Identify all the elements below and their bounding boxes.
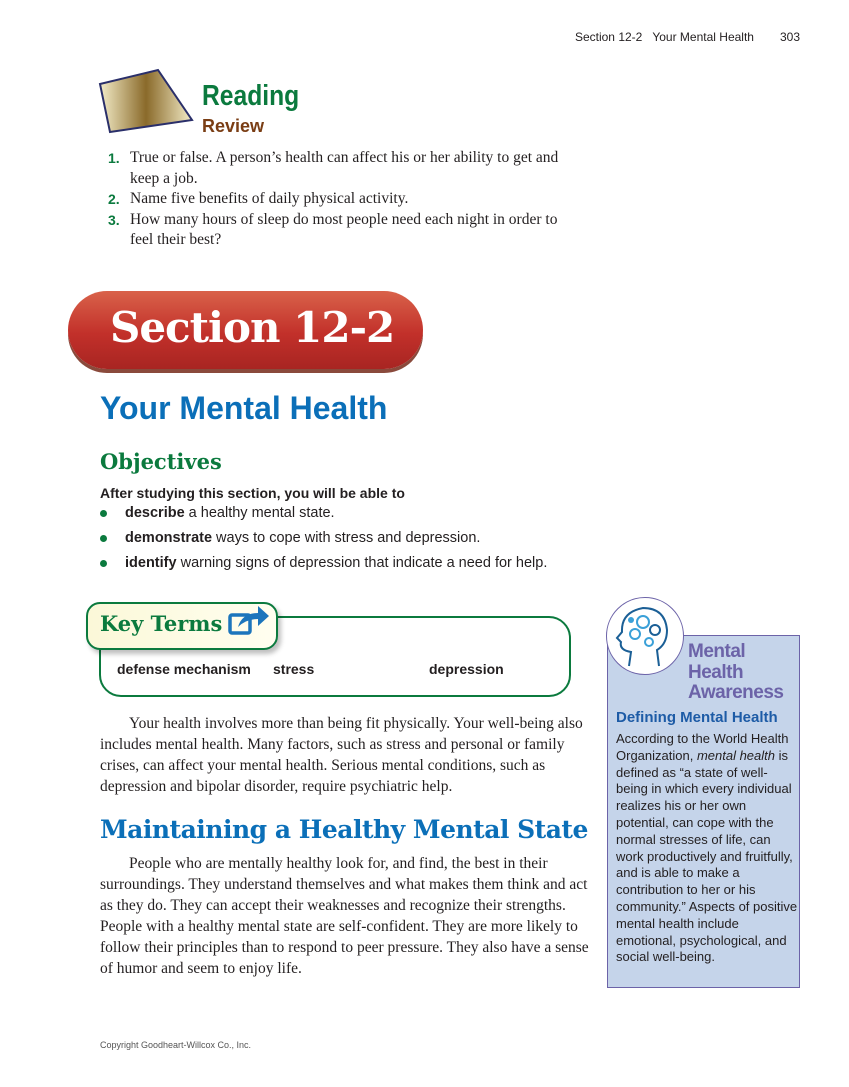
- objective-verb: demonstrate: [125, 530, 213, 546]
- objective-text: a healthy mental state.: [184, 505, 335, 521]
- objective-verb: identify: [125, 555, 177, 571]
- objective-text: ways to cope with stress and depression.: [212, 530, 481, 546]
- reading-review-title: Reading: [202, 80, 300, 112]
- sidebar-body: [616, 731, 798, 966]
- question-number: 2.: [108, 191, 120, 207]
- header-section: Section 12-2: [574, 30, 643, 44]
- sidebar-title: [688, 642, 784, 704]
- review-questions: [108, 148, 578, 251]
- header-title: Your Mental Health: [652, 30, 754, 44]
- sidebar-title-line: Mental: [688, 641, 746, 662]
- copyright: Copyright Goodheart-Willcox Co., Inc.: [100, 1040, 252, 1050]
- sidebar-text: is defined as “a state of well-being in which every individual realizes his or her own potential, can cope with the normal stresses of life, can work productively and fruitfully, and is able to make a contribution to her or his community.” Aspects of positive mental health include emotional, psychological, and social well-being.: [616, 747, 798, 965]
- running-head: [565, 30, 800, 44]
- page-number: 303: [779, 30, 800, 44]
- section-banner-text: Section 12-2: [110, 303, 395, 352]
- head-gears-icon: [606, 597, 684, 675]
- key-term[interactable]: stress: [273, 661, 315, 677]
- objectives-title: Objectives: [100, 449, 222, 474]
- review-question: [108, 148, 578, 189]
- body-paragraph: People who are mentally healthy look for, and find, the best in their surroundings. They understand themselves and what makes them think and act as they do. They can accept their weaknesses and recognize their strengths. People with a healthy mental state are self-confident. They are more likely to follow their principles than to respond to peer pressure. They also have a sense of humor and seem to enjoy life.: [100, 855, 589, 977]
- sidebar-text: According to the World Health Organization,: [616, 731, 789, 763]
- objective-item: [100, 505, 335, 521]
- objective-text: warning signs of depression that indicate a need for help.: [176, 555, 548, 571]
- question-text: True or false. A person’s health can affect his or her ability to get and keep a job.: [130, 149, 559, 187]
- question-number: 1.: [108, 150, 120, 166]
- intro-paragraph: Your health involves more than being fit physically. Your well-being also includes mental health. Many factors, such as stress and personal or family crises, can affect your mental health. Serious mental conditions, such as depression and bipolar disorder, require psychiatric help.: [100, 715, 583, 795]
- review-question: [108, 189, 578, 210]
- sidebar-title-line: Health: [688, 661, 744, 683]
- section-title: Your Mental Health: [100, 390, 388, 426]
- reading-review-subtitle: Review: [202, 116, 265, 136]
- objective-item: [100, 530, 480, 546]
- review-question: [108, 210, 578, 251]
- key-term[interactable]: depression: [429, 661, 504, 677]
- question-number: 3.: [108, 211, 120, 228]
- key-terms-label: Key Terms: [100, 611, 223, 636]
- external-link-icon[interactable]: [228, 603, 270, 637]
- objectives-lead: After studying this section, you will be able to: [100, 485, 405, 501]
- key-term[interactable]: defense mechanism: [117, 661, 251, 677]
- bullet-icon: [100, 510, 107, 517]
- subsection-heading: Maintaining a Healthy Mental State: [100, 815, 588, 844]
- question-text: Name five benefits of daily physical activity.: [130, 190, 409, 207]
- sidebar-heading: Defining Mental Health: [616, 709, 778, 726]
- question-text: How many hours of sleep do most people need each night in order to feel their best?: [130, 210, 558, 248]
- objective-verb: describe: [125, 505, 185, 521]
- open-book-icon: [98, 68, 194, 134]
- bullet-icon: [100, 560, 107, 567]
- sidebar-emphasis: mental health: [696, 747, 775, 763]
- objective-item: [100, 555, 547, 571]
- bullet-icon: [100, 535, 107, 542]
- sidebar-title-line: Awareness: [688, 682, 784, 703]
